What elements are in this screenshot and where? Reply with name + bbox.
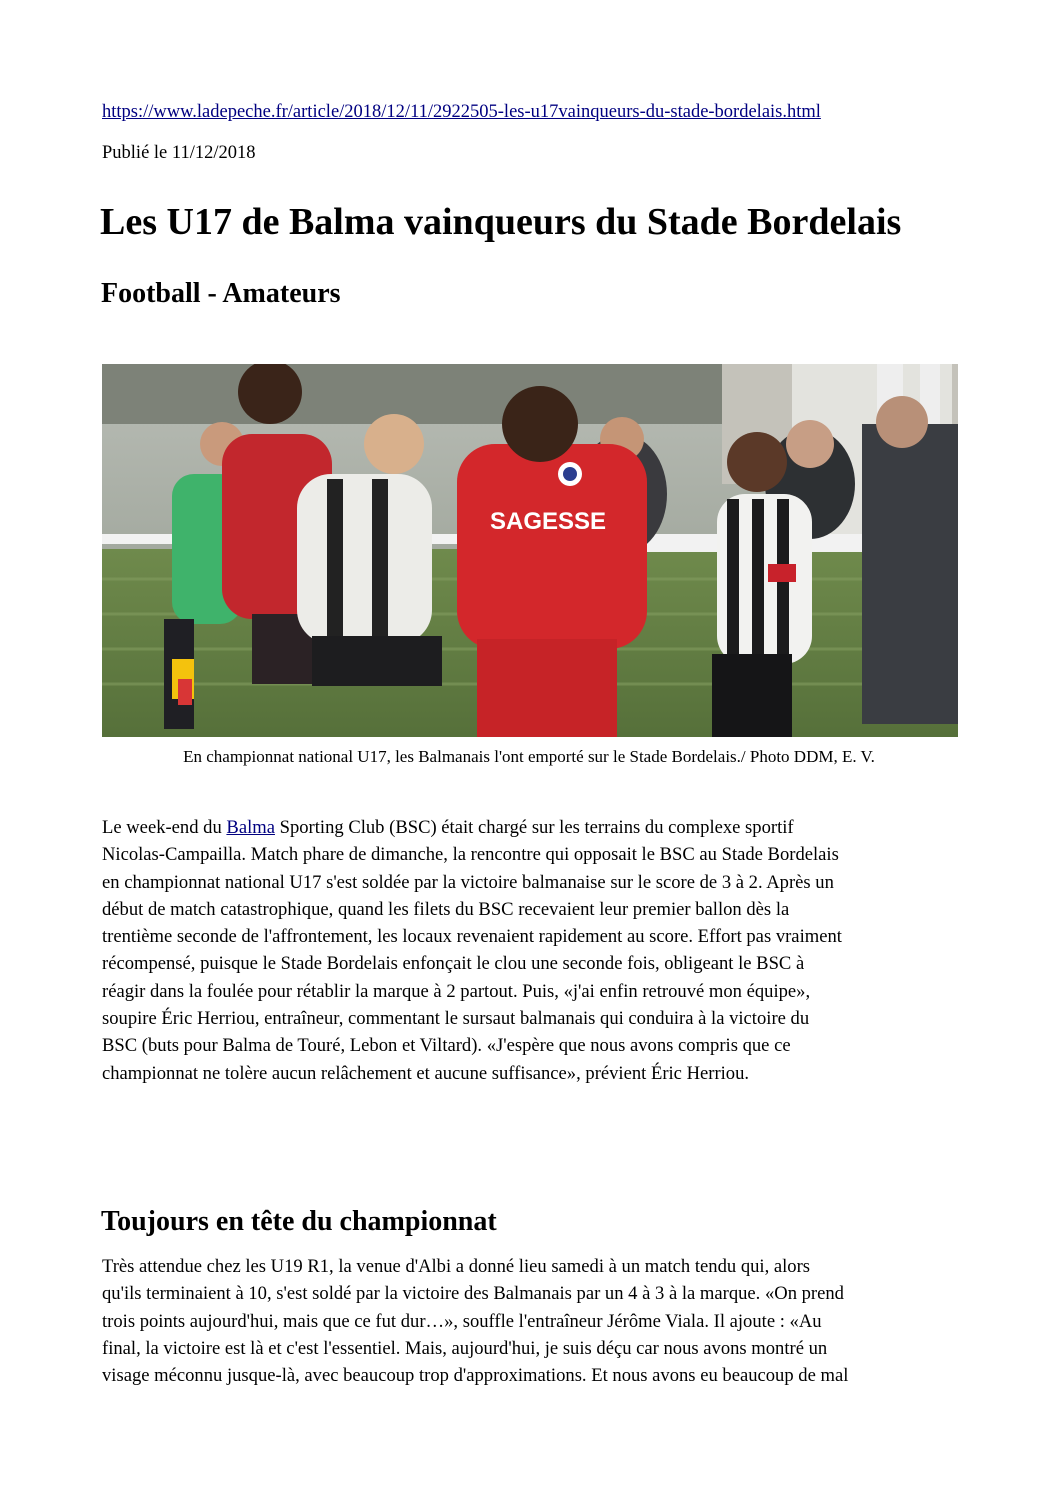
publish-date: Publié le 11/12/2018: [102, 143, 256, 163]
source-url-link[interactable]: https://www.ladepeche.fr/article/2018/12/11/2922505-les-u17vainqueurs-du-stade-bordelais.html: [102, 102, 821, 122]
section-line: trois points aujourd'hui, mais que ce fut dur…», souffle l'entraîneur Jérôme Viala. Il ajoute : «Au: [102, 1310, 822, 1332]
jersey-sponsor-text: SAGESSE: [490, 508, 607, 535]
article-title: Les U17 de Balma vainqueurs du Stade Bordelais: [100, 201, 902, 243]
balma-link[interactable]: Balma: [226, 817, 275, 838]
section-line: Très attendue chez les U19 R1, la venue d'Albi a donné lieu samedi à un match tendu qui, alors: [102, 1256, 811, 1277]
body-line-first: [102, 814, 972, 841]
section-paragraph: [102, 1253, 972, 1389]
body-text-prelink: Le week-end du: [102, 817, 227, 838]
body-text-postlink: Sporting Club (BSC) était chargé sur les terrains du complexe sportif: [274, 817, 794, 838]
body-line: réagir dans la foulée pour rétablir la marque à 2 partout. Puis, «j'ai enfin retrouvé mon équipe»,: [102, 980, 811, 1002]
body-line: début de match catastrophique, quand les filets du BSC recevaient leur premier ballon dès la: [102, 898, 790, 920]
body-line: récompensé, puisque le Stade Bordelais enfonçait le clou une seconde fois, obligeant le BSC à: [102, 953, 805, 975]
body-line: soupire Éric Herriou, entraîneur, commentant le sursaut balmanais qui conduira à la victoire du: [102, 1008, 810, 1030]
football-match-photo: [102, 364, 958, 737]
section-line: final, la victoire est là et c'est l'essentiel. Mais, aujourd'hui, je suis déçu car nous avons montré un: [102, 1337, 828, 1359]
section-line: qu'ils terminaient à 10, s'est soldé par la victoire des Balmanais par un 4 à 3 à la marque. «On prend: [102, 1283, 844, 1305]
body-line: en championnat national U17 s'est soldée par la victoire balmanaise sur le score de 3 à 2. Après un: [102, 871, 834, 893]
body-line: championnat ne tolère aucun relâchement et aucune suffisance», prévient Éric Herriou.: [102, 1062, 750, 1084]
article-body-paragraph: [102, 814, 972, 1087]
body-line: BSC (buts pour Balma de Touré, Lebon et Viltard). «J'espère que nous avons compris que ce: [102, 1035, 791, 1057]
article-subtitle: Football - Amateurs: [101, 278, 341, 309]
section-line: visage méconnu jusque-là, avec beaucoup trop d'approximations. Et nous avons eu beaucoup de mal: [102, 1365, 849, 1387]
section-heading: Toujours en tête du championnat: [101, 1206, 497, 1237]
article-photo: [102, 364, 958, 737]
body-line: trentième seconde de l'affrontement, les locaux revenaient rapidement au score. Effort pas vraiment: [102, 926, 842, 948]
photo-caption: En championnat national U17, les Balmanais l'ont emporté sur le Stade Bordelais./ Photo DDM, E. V.: [183, 747, 875, 766]
body-line: Nicolas-Campailla. Match phare de dimanche, la rencontre qui opposait le BSC au Stade Bordelais: [102, 844, 839, 866]
